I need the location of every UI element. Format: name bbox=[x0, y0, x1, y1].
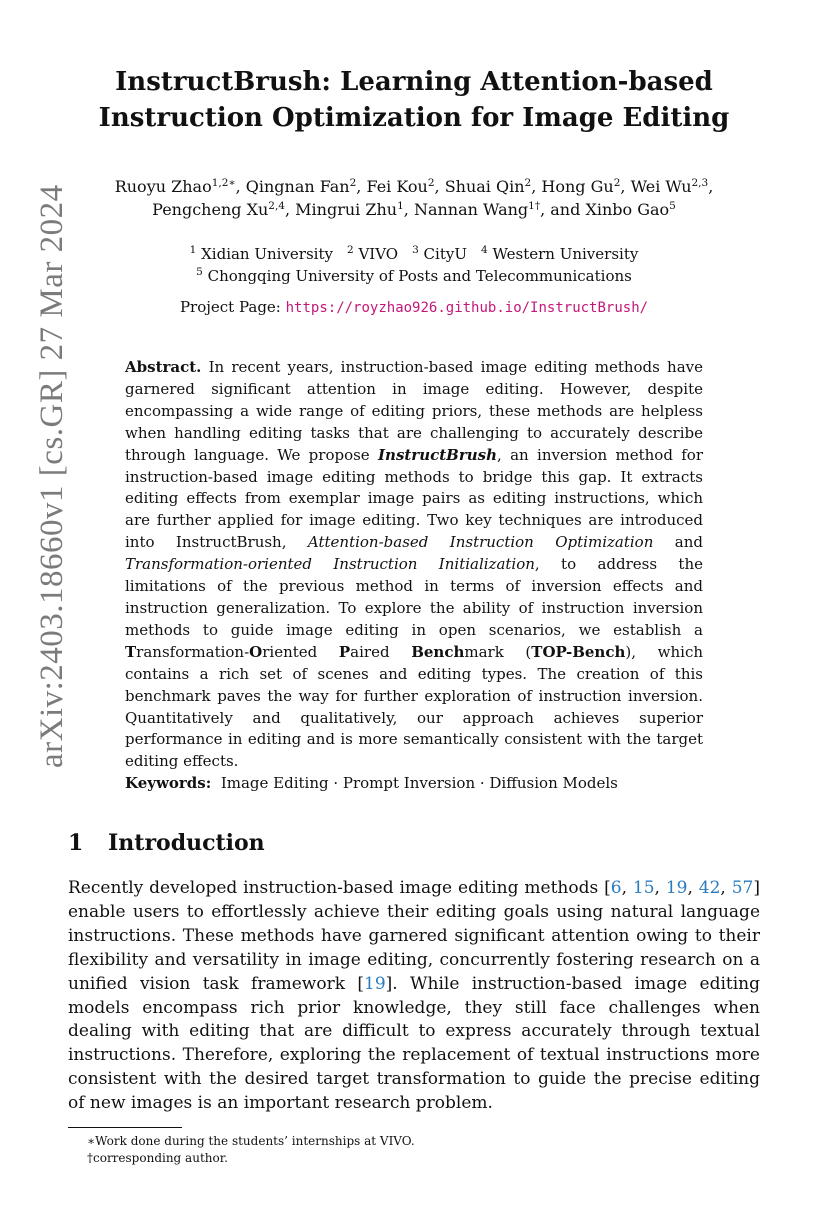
abstract-text: aired bbox=[350, 642, 412, 661]
author-affil: 2 bbox=[349, 177, 357, 189]
method-name: InstructBrush bbox=[378, 445, 498, 464]
affil-num: 4 bbox=[480, 244, 488, 256]
technique-name: Attention-based Instruction Optimization bbox=[307, 533, 654, 552]
affil-num: 3 bbox=[412, 244, 419, 256]
affiliation-line-2 bbox=[68, 265, 760, 287]
intro-text: ]. While instruction-based image editing models encompass rich prior knowledge, they still face challenges when dealing with editing that are difficult to express accurately through textual instructions. Therefore, exploring the replacement of textual instructions more consistent with the desired target transformation to guide the precise editing of new images is an important research problem. bbox=[68, 973, 760, 1114]
abstract-text: , to address the limitations of the previous method in terms of inversion effects and instruction generalization. To explore the ability of instruction inversion methods to guide image editing in open scenarios, we establish a bbox=[125, 555, 703, 639]
title-line-1: InstructBrush: Learning Attention-based bbox=[115, 67, 713, 97]
title-line-2: Instruction Optimization for Image Editing bbox=[98, 103, 730, 133]
technique-name: Transformation-oriented Instruction Initialization bbox=[125, 555, 535, 574]
citation-link[interactable]: 42 bbox=[698, 878, 721, 898]
benchmark-name: TOP-Bench bbox=[531, 642, 626, 661]
author-affil: 1† bbox=[528, 200, 541, 212]
author-affil: 2 bbox=[427, 177, 435, 189]
author-affil: 5 bbox=[669, 200, 676, 212]
author-sep: , bbox=[403, 200, 414, 219]
author-sep: , bbox=[356, 177, 367, 196]
author-affil: 2 bbox=[613, 177, 621, 189]
citation-link[interactable]: 57 bbox=[731, 878, 754, 898]
author-name: Qingnan Fan bbox=[245, 177, 350, 196]
paper-title bbox=[68, 64, 760, 136]
author-sep: , and bbox=[540, 200, 586, 219]
abstract-text: In recent years, instruction-based image editing methods have garnered significant attention in image editing. However, despite encompassing a wide range of editing priors, these methods are helpless when handling editing tasks that are challenging to accurately describe through language. We propose bbox=[125, 358, 703, 464]
author-affil: 2 bbox=[524, 177, 532, 189]
keywords-label: Keywords: bbox=[125, 774, 212, 792]
affil-name: VIVO bbox=[358, 245, 399, 263]
abstract bbox=[125, 357, 703, 773]
affil-num: 2 bbox=[346, 244, 354, 256]
section-number: 1 bbox=[68, 830, 84, 856]
project-page bbox=[68, 297, 760, 318]
author-name: Nannan Wang bbox=[413, 200, 529, 219]
author-line-1 bbox=[68, 175, 760, 198]
affiliation-line-1 bbox=[68, 243, 760, 265]
abstract-text: mark ( bbox=[464, 642, 532, 661]
project-url-link[interactable]: https://royzhao926.github.io/InstructBrush/ bbox=[285, 300, 649, 316]
affil-name: CityU bbox=[423, 245, 467, 263]
section-title: Introduction bbox=[108, 830, 265, 856]
author-list bbox=[68, 175, 760, 221]
author-name: Ruoyu Zhao bbox=[114, 177, 212, 196]
citation-link[interactable]: 19 bbox=[665, 878, 688, 898]
author-line-2 bbox=[68, 198, 760, 221]
abstract-text: , an inversion method for instruction-based image editing methods to bridge this gap. It extracts editing effects from exemplar image pairs as editing instructions, which are further applied for image editing. Two key techniques are introduced into InstructBrush, bbox=[125, 445, 703, 552]
author-name: Hong Gu bbox=[541, 177, 614, 196]
intro-text: Recently developed instruction-based image editing methods [ bbox=[68, 878, 611, 898]
author-sep: , bbox=[284, 200, 296, 219]
abstract-text: and bbox=[653, 533, 703, 552]
project-label: Project Page: bbox=[179, 298, 286, 316]
author-sep: , bbox=[708, 177, 714, 196]
author-name: Pengcheng Xu bbox=[152, 200, 269, 219]
author-sep: , bbox=[531, 177, 542, 196]
abstract-text: ), which contains a rich set of scenes and editing types. The creation of this benchmark paves the way for further exploration of instruction inversion. Quantitatively and qualitatively, our approach achieves superior performance in editing and is more semantically consistent with the target editing effects. bbox=[125, 642, 704, 771]
affil-name: Xidian University bbox=[201, 245, 333, 263]
footnotes bbox=[87, 1133, 415, 1167]
author-sep: , bbox=[235, 177, 246, 196]
author-name: Fei Kou bbox=[366, 177, 428, 196]
author-affil: 2,3 bbox=[691, 177, 709, 189]
author-sep: , bbox=[434, 177, 445, 196]
footnote: ∗Work done during the students’ internships at VIVO. bbox=[87, 1134, 415, 1148]
acronym-letter: P bbox=[338, 642, 351, 661]
citation-link[interactable]: 15 bbox=[632, 878, 655, 898]
citation-link[interactable]: 6 bbox=[610, 878, 622, 898]
acronym-letter: O bbox=[249, 642, 263, 661]
affil-name: Chongqing University of Posts and Telecommunications bbox=[207, 267, 632, 285]
author-sep: , bbox=[620, 177, 631, 196]
keywords-list: Image Editing · Prompt Inversion · Diffusion Models bbox=[220, 774, 618, 792]
intro-paragraph: Recently developed instruction-based image editing methods [6, 15, 19, 42, 57] enable users to effortlessly achieve their editing goals using natural language instructions. These methods have garnered significant attention owing to their flexibility and versatility in image editing, concurrently fostering research on a unified vision task framework [19]. While instruction-based image editing models encompass rich prior knowledge, they still face challenges when dealing with editing that are difficult to express accurately through textual instructions. Therefore, exploring the replacement of textual instructions more consistent with the desired target transformation to guide the precise editing of new images is an important research problem. bbox=[68, 878, 761, 1114]
author-name: Xinbo Gao bbox=[585, 200, 670, 219]
author-affil: 1 bbox=[397, 200, 404, 212]
author-affil: 2,4 bbox=[268, 200, 285, 212]
acronym-letter: Bench bbox=[411, 642, 465, 661]
affiliations bbox=[68, 243, 760, 287]
affil-num: 1 bbox=[189, 244, 197, 256]
author-name: Shuai Qin bbox=[444, 177, 525, 196]
author-affil: 1,2∗ bbox=[211, 177, 236, 189]
citation-link[interactable]: 19 bbox=[364, 973, 386, 994]
footnote: †corresponding author. bbox=[87, 1151, 228, 1165]
intro-text: ] enable users to effortlessly achieve their editing goals using natural language instructions. These methods have garnered significant attention owing to their flexibility and versatility in image editing, concurrently fostering research on a unified vision task framework [ bbox=[68, 878, 761, 994]
footnote-divider bbox=[68, 1127, 182, 1128]
acronym-letter: T bbox=[125, 642, 137, 661]
affil-num: 5 bbox=[196, 266, 203, 278]
affil-name: Western University bbox=[492, 245, 639, 263]
abstract-text: riented bbox=[262, 642, 339, 661]
arxiv-id-text: arXiv:2403.18660v1 [cs.GR] 27 Mar 2024 bbox=[34, 184, 70, 768]
author-name: Mingrui Zhu bbox=[295, 200, 398, 219]
section-heading bbox=[68, 828, 265, 858]
author-name: Wei Wu bbox=[630, 177, 692, 196]
keywords bbox=[125, 772, 703, 794]
abstract-label: Abstract. bbox=[125, 358, 202, 376]
abstract-text: ransformation- bbox=[136, 642, 250, 661]
